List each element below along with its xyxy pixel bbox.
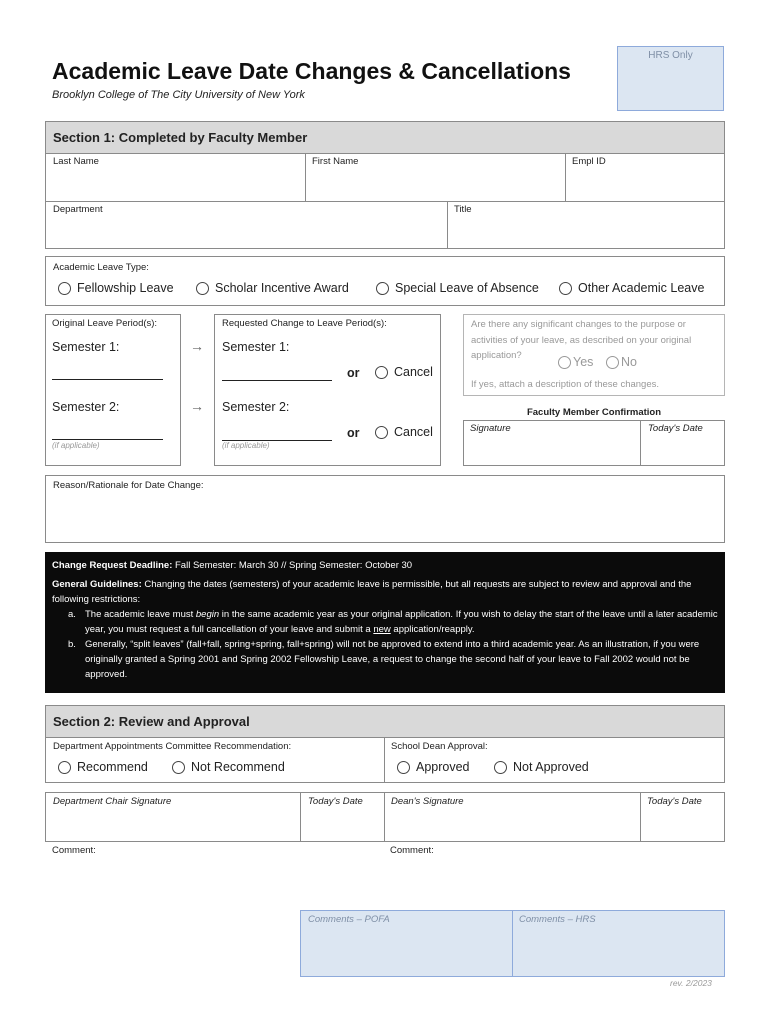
dean-date-field[interactable] [640, 792, 725, 842]
arrow-right-icon: → [190, 398, 204, 414]
empl-id-label: Empl ID [572, 156, 606, 167]
general-label: General Guidelines: [52, 579, 142, 590]
comments-hrs-label: Comments – HRS [519, 914, 596, 925]
page-subtitle: Brooklyn College of The City University of New York [52, 89, 305, 101]
original-period-label: Original Leave Period(s): [52, 318, 158, 329]
special-leave-label: Special Leave of Absence [395, 281, 539, 295]
dean-date-label: Today's Date [647, 796, 702, 807]
yes-option[interactable] [558, 355, 593, 369]
cancel-semester2-radio[interactable] [375, 426, 388, 439]
guideline-a-text: The academic leave must begin in the same academic year as your original application. If you wish to delay the start of the leave until a later academic year, you must request a full cancellation of your leave and submit a new application/reapply. [85, 609, 718, 635]
not-approved-option[interactable] [494, 760, 589, 774]
guideline-b [52, 637, 718, 682]
or-label: or [347, 366, 360, 380]
requested-semester2-label: Semester 2: [222, 400, 290, 414]
other-leave-option[interactable] [559, 281, 704, 295]
reason-field[interactable] [45, 475, 725, 543]
section1-header [45, 121, 725, 154]
special-leave-radio[interactable] [376, 282, 389, 295]
other-leave-radio[interactable] [559, 282, 572, 295]
not-recommend-radio[interactable] [172, 761, 185, 774]
not-recommend-label: Not Recommend [191, 760, 285, 774]
original-if-applicable: (if applicable) [52, 441, 100, 450]
recommend-option[interactable] [58, 760, 148, 774]
no-radio[interactable] [606, 356, 619, 369]
guideline-b-marker: b. [68, 639, 76, 650]
hrs-only-box[interactable] [617, 46, 724, 111]
special-leave-option[interactable] [376, 281, 539, 295]
dean-signature-field[interactable] [384, 792, 641, 842]
guideline-a-marker: a. [68, 609, 76, 620]
requested-semester1-line[interactable] [222, 366, 332, 381]
first-name-field[interactable] [305, 153, 566, 202]
dean-comment-label: Comment: [390, 845, 434, 856]
guideline-a [52, 607, 718, 637]
chair-comment-label: Comment: [52, 845, 96, 856]
dean-signature-label: Dean's Signature [391, 796, 464, 807]
comments-hrs-field[interactable] [512, 910, 725, 977]
yes-label: Yes [573, 355, 594, 369]
last-name-field[interactable] [45, 153, 306, 202]
confirmation-title: Faculty Member Confirmation [526, 407, 662, 418]
not-recommend-option[interactable] [172, 760, 285, 774]
general-text: Changing the dates (semesters) of your academic leave is permissible, but all requests are subject to review and approval and the following restrictions: [52, 579, 692, 605]
yes-radio[interactable] [558, 356, 571, 369]
deadline-line [52, 558, 718, 573]
empl-id-field[interactable] [565, 153, 725, 202]
scholar-incentive-label: Scholar Incentive Award [215, 281, 349, 295]
arrow-right-icon: → [190, 338, 204, 354]
requested-if-applicable: (if applicable) [222, 441, 270, 450]
faculty-date-field[interactable] [640, 420, 725, 466]
last-name-label: Last Name [53, 156, 99, 167]
scholar-incentive-radio[interactable] [196, 282, 209, 295]
other-leave-label: Other Academic Leave [578, 281, 705, 295]
faculty-signature-field[interactable] [463, 420, 641, 466]
page-title: Academic Leave Date Changes & Cancellations [52, 58, 571, 84]
cancel-semester1-label: Cancel [394, 365, 433, 379]
cancel-semester2-option[interactable] [375, 425, 433, 439]
section2-header [45, 705, 725, 738]
fellowship-leave-radio[interactable] [58, 282, 71, 295]
cancel-semester2-label: Cancel [394, 425, 433, 439]
not-approved-label: Not Approved [513, 760, 589, 774]
department-label: Department [53, 204, 103, 215]
fellowship-leave-option[interactable] [58, 281, 174, 295]
or-label: or [347, 426, 360, 440]
not-approved-radio[interactable] [494, 761, 507, 774]
requested-semester2-line[interactable] [222, 426, 332, 441]
chair-signature-label: Department Chair Signature [53, 796, 172, 807]
section1-title: Section 1: Completed by Faculty Member [53, 130, 308, 145]
first-name-label: First Name [312, 156, 359, 167]
approved-label: Approved [416, 760, 470, 774]
recommend-radio[interactable] [58, 761, 71, 774]
chair-signature-field[interactable] [45, 792, 301, 842]
chair-date-field[interactable] [300, 792, 385, 842]
hrs-only-label: HRS Only [648, 50, 693, 61]
changes-question-box [463, 314, 725, 396]
department-field[interactable] [45, 201, 448, 249]
no-label: No [621, 355, 637, 369]
guideline-b-text: Generally, “split leaves” (fall+fall, spring+spring, fall+spring) will not be approved to extend into a third academic year. As an illustration, if you were originally granted a Spring 2001 and Spring 2002 Fellowship Leave, a request to change the second half of your leave to Fall 2002 would not be approved. [85, 639, 700, 680]
reason-label: Reason/Rationale for Date Change: [53, 480, 204, 491]
chair-date-label: Today's Date [308, 796, 363, 807]
faculty-signature-label: Signature [470, 423, 511, 434]
original-semester1-label: Semester 1: [52, 340, 120, 354]
changes-question-text: Are there any significant changes to the purpose or activities of your leave, as described on your original application? [471, 319, 692, 361]
faculty-date-label: Today's Date [648, 423, 703, 434]
title-field[interactable] [447, 201, 725, 249]
dean-approval-label: School Dean Approval: [391, 741, 488, 752]
deadline-text: Fall Semester: March 30 // Spring Semester: October 30 [172, 560, 413, 571]
attach-note: If yes, attach a description of these changes. [471, 379, 660, 390]
scholar-incentive-option[interactable] [196, 281, 349, 295]
guidelines-box [45, 552, 725, 693]
original-semester2-label: Semester 2: [52, 400, 120, 414]
recommend-label: Recommend [77, 760, 148, 774]
requested-change-label: Requested Change to Leave Period(s): [222, 318, 387, 329]
section2-title: Section 2: Review and Approval [53, 714, 250, 729]
no-option[interactable] [606, 355, 637, 369]
original-semester2-line[interactable] [52, 425, 163, 440]
committee-label: Department Appointments Committee Recommendation: [53, 741, 292, 752]
requested-semester1-label: Semester 1: [222, 340, 290, 354]
approved-radio[interactable] [397, 761, 410, 774]
leave-type-label: Academic Leave Type: [53, 262, 149, 273]
cancel-semester1-radio[interactable] [375, 366, 388, 379]
revision-label: rev. 2/2023 [670, 978, 712, 988]
fellowship-leave-label: Fellowship Leave [77, 281, 174, 295]
approved-option[interactable] [397, 760, 470, 774]
general-guidelines [52, 577, 718, 607]
original-semester1-line[interactable] [52, 365, 163, 380]
deadline-label: Change Request Deadline: [52, 560, 173, 571]
comments-pofa-field[interactable] [300, 910, 513, 977]
cancel-semester1-option[interactable] [375, 365, 433, 379]
title-label: Title [454, 204, 472, 215]
comments-pofa-label: Comments – POFA [308, 914, 390, 925]
